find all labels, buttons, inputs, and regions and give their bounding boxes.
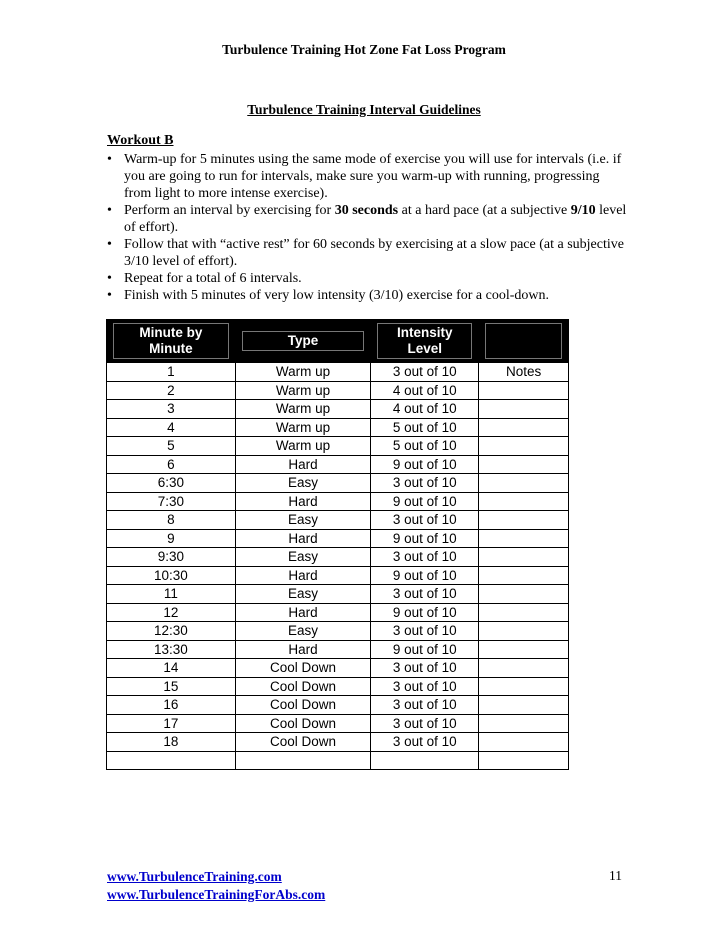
cell-notes xyxy=(479,622,569,641)
table-body xyxy=(107,363,569,770)
table-row xyxy=(107,696,569,715)
cell-type: Hard xyxy=(235,566,371,585)
cell-minute: 9:30 xyxy=(107,548,236,567)
table-row xyxy=(107,418,569,437)
cell-intensity: 4 out of 10 xyxy=(371,400,479,419)
cell-notes xyxy=(479,548,569,567)
table-row xyxy=(107,363,569,382)
cell-intensity: 9 out of 10 xyxy=(371,640,479,659)
cell-intensity: 3 out of 10 xyxy=(371,733,479,752)
cell-notes xyxy=(479,437,569,456)
cell-type: Hard xyxy=(235,603,371,622)
cell-minute: 9 xyxy=(107,529,236,548)
header-type-label: Type xyxy=(242,331,365,351)
cell-notes xyxy=(479,511,569,530)
cell-minute: 1 xyxy=(107,363,236,382)
cell-notes xyxy=(479,696,569,715)
cell-intensity: 3 out of 10 xyxy=(371,714,479,733)
table-row xyxy=(107,455,569,474)
table-row xyxy=(107,474,569,493)
cell-type: Hard xyxy=(235,640,371,659)
cell-intensity: 3 out of 10 xyxy=(371,585,479,604)
cell-intensity: 9 out of 10 xyxy=(371,603,479,622)
table-row xyxy=(107,733,569,752)
header-intensity xyxy=(371,320,479,363)
table-row xyxy=(107,548,569,567)
cell-notes xyxy=(479,659,569,678)
bullet-bold-duration: 30 seconds xyxy=(334,203,399,218)
cell-minute: 18 xyxy=(107,733,236,752)
cell-minute: 11 xyxy=(107,585,236,604)
bullet-bold-effort: 9/10 xyxy=(570,203,596,218)
cell-type: Warm up xyxy=(235,437,371,456)
cell-intensity: 3 out of 10 xyxy=(371,548,479,567)
table-row xyxy=(107,511,569,530)
cell-notes xyxy=(479,492,569,511)
cell-intensity: 3 out of 10 xyxy=(371,677,479,696)
cell-minute xyxy=(107,751,236,770)
cell-notes xyxy=(479,603,569,622)
cell-intensity: 9 out of 10 xyxy=(371,566,479,585)
cell-minute: 12:30 xyxy=(107,622,236,641)
page-number: 11 xyxy=(609,868,622,883)
bullet-icon: • xyxy=(107,203,112,218)
header-blank-label xyxy=(485,323,562,359)
table-row xyxy=(107,585,569,604)
table-row xyxy=(107,529,569,548)
cell-type: Hard xyxy=(235,492,371,511)
cell-type: Warm up xyxy=(235,400,371,419)
cell-notes xyxy=(479,733,569,752)
header-type xyxy=(235,320,371,363)
cell-notes xyxy=(479,529,569,548)
header-intensity-label: Intensity Level xyxy=(377,323,472,359)
footer-links xyxy=(107,868,325,904)
cell-type xyxy=(235,751,371,770)
cell-type: Cool Down xyxy=(235,677,371,696)
cell-type: Cool Down xyxy=(235,696,371,715)
cell-minute: 10:30 xyxy=(107,566,236,585)
cell-intensity: 3 out of 10 xyxy=(371,363,479,382)
bullet-text-mid: at a hard pace (at a subjective xyxy=(398,203,571,218)
table-row xyxy=(107,677,569,696)
bullet-text: Perform an interval by exercising for xyxy=(124,203,335,218)
cell-notes xyxy=(479,566,569,585)
cell-intensity: 3 out of 10 xyxy=(371,474,479,493)
table-row xyxy=(107,492,569,511)
bullet-icon: • xyxy=(107,271,112,286)
bullet-text: Finish with 5 minutes of very low intensity (3/10) exercise for a cool-down. xyxy=(124,288,549,303)
cell-notes xyxy=(479,474,569,493)
list-item xyxy=(107,236,627,270)
guidelines-list xyxy=(107,151,627,304)
list-item xyxy=(107,151,627,202)
cell-intensity: 5 out of 10 xyxy=(371,418,479,437)
table-row xyxy=(107,381,569,400)
cell-intensity: 4 out of 10 xyxy=(371,381,479,400)
list-item xyxy=(107,270,627,287)
cell-minute: 7:30 xyxy=(107,492,236,511)
table-row xyxy=(107,437,569,456)
cell-minute: 17 xyxy=(107,714,236,733)
table-header-row xyxy=(107,320,569,363)
cell-type: Warm up xyxy=(235,418,371,437)
table-row xyxy=(107,622,569,641)
cell-minute: 13:30 xyxy=(107,640,236,659)
cell-notes xyxy=(479,418,569,437)
cell-minute: 6:30 xyxy=(107,474,236,493)
cell-type: Easy xyxy=(235,585,371,604)
bullet-icon: • xyxy=(107,288,112,303)
bullet-icon: • xyxy=(107,152,112,167)
page-title: Turbulence Training Interval Guidelines xyxy=(247,102,481,117)
cell-type: Cool Down xyxy=(235,659,371,678)
cell-type: Warm up xyxy=(235,363,371,382)
cell-type: Cool Down xyxy=(235,714,371,733)
cell-intensity: 9 out of 10 xyxy=(371,492,479,511)
workout-label: Workout B xyxy=(107,133,174,148)
cell-notes: Notes xyxy=(479,363,569,382)
cell-minute: 15 xyxy=(107,677,236,696)
cell-type: Hard xyxy=(235,529,371,548)
cell-type: Easy xyxy=(235,474,371,493)
cell-minute: 2 xyxy=(107,381,236,400)
cell-type: Cool Down xyxy=(235,733,371,752)
cell-notes xyxy=(479,585,569,604)
cell-type: Easy xyxy=(235,511,371,530)
bullet-text: Follow that with “active rest” for 60 seconds by exercising at a slow pace (at a subjective 3/10 level of effort). xyxy=(124,237,624,269)
cell-notes xyxy=(479,714,569,733)
cell-type: Easy xyxy=(235,622,371,641)
table-row xyxy=(107,400,569,419)
bullet-text: Warm-up for 5 minutes using the same mode of exercise you will use for intervals (i.e. if you are going to run for intervals, make sure you warm-up with running, progressing from light to more intense exercise). xyxy=(124,152,622,201)
cell-type: Hard xyxy=(235,455,371,474)
table-row xyxy=(107,714,569,733)
cell-notes xyxy=(479,455,569,474)
cell-minute: 3 xyxy=(107,400,236,419)
bullet-text: Repeat for a total of 6 intervals. xyxy=(124,271,302,286)
cell-minute: 14 xyxy=(107,659,236,678)
header-blank xyxy=(479,320,569,363)
running-header: Turbulence Training Hot Zone Fat Loss Program xyxy=(222,42,506,57)
cell-notes xyxy=(479,751,569,770)
cell-intensity: 9 out of 10 xyxy=(371,455,479,474)
cell-intensity: 5 out of 10 xyxy=(371,437,479,456)
list-item xyxy=(107,202,627,236)
table-row xyxy=(107,566,569,585)
cell-notes xyxy=(479,677,569,696)
cell-minute: 8 xyxy=(107,511,236,530)
cell-notes xyxy=(479,640,569,659)
cell-minute: 12 xyxy=(107,603,236,622)
cell-minute: 5 xyxy=(107,437,236,456)
cell-type: Warm up xyxy=(235,381,371,400)
cell-notes xyxy=(479,400,569,419)
cell-intensity: 3 out of 10 xyxy=(371,511,479,530)
header-minute-label: Minute by Minute xyxy=(113,323,229,359)
footer-link-turbulence-training[interactable]: www.TurbulenceTraining.com xyxy=(107,869,282,884)
cell-intensity: 9 out of 10 xyxy=(371,529,479,548)
bullet-icon: • xyxy=(107,237,112,252)
table-row xyxy=(107,751,569,770)
cell-intensity: 3 out of 10 xyxy=(371,696,479,715)
table-row xyxy=(107,640,569,659)
cell-intensity xyxy=(371,751,479,770)
list-item xyxy=(107,287,627,304)
interval-schedule-table xyxy=(106,319,569,770)
cell-intensity: 3 out of 10 xyxy=(371,622,479,641)
table-row xyxy=(107,659,569,678)
cell-minute: 16 xyxy=(107,696,236,715)
bullet-text-end: level of effort). xyxy=(124,203,627,235)
header-minute xyxy=(107,320,236,363)
cell-notes xyxy=(479,381,569,400)
cell-minute: 6 xyxy=(107,455,236,474)
cell-intensity: 3 out of 10 xyxy=(371,659,479,678)
cell-minute: 4 xyxy=(107,418,236,437)
footer-link-turbulence-training-abs[interactable]: www.TurbulenceTrainingForAbs.com xyxy=(107,887,326,902)
cell-type: Easy xyxy=(235,548,371,567)
table-row xyxy=(107,603,569,622)
